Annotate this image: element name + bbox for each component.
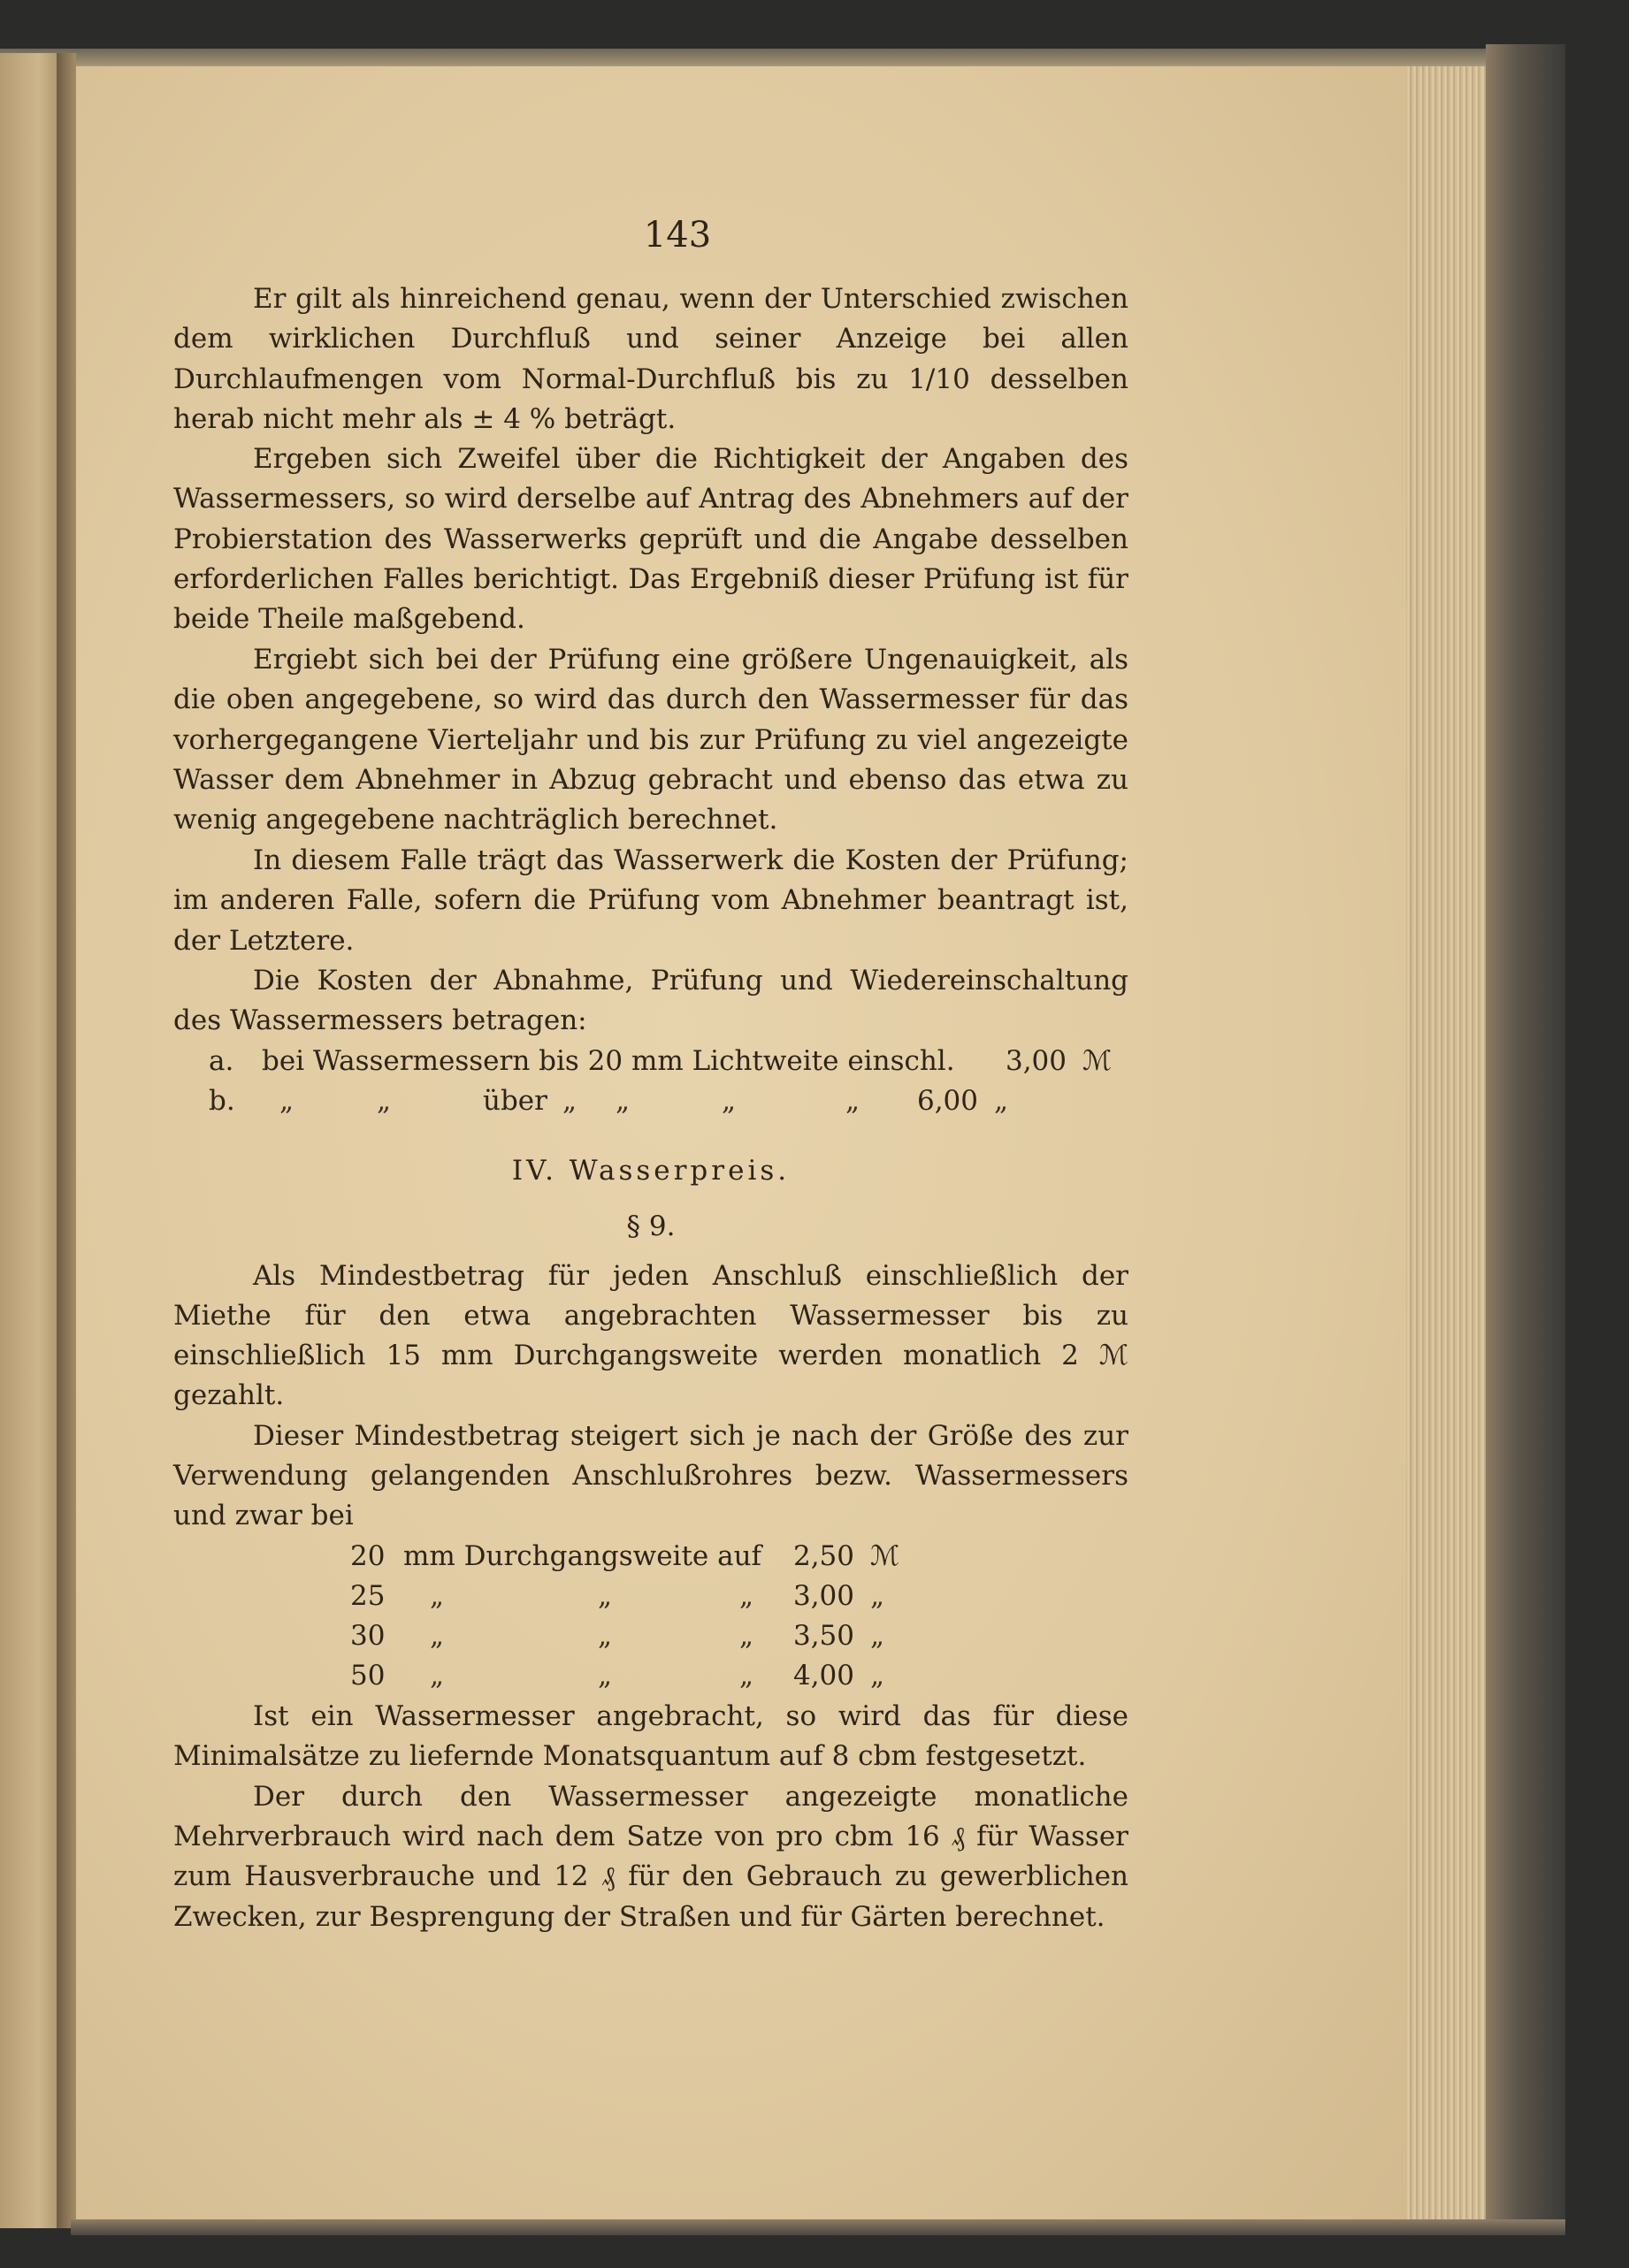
rate-price: 3,00	[792, 1579, 854, 1612]
rate-unit: „	[870, 1660, 885, 1692]
paragraph-minimum-amount: Als Mindestbetrag für jeden Anschluß einschließlich der Miethe für den etwa angebrachten Wassermesser bis zu einschließlich 15 mm Durchgangsweite werden monatlich 2 ℳ gezahlt.	[173, 1259, 1128, 1412]
rate-text: mm Durchgangsweite auf	[403, 1539, 762, 1572]
rate-mm: 20	[350, 1539, 386, 1572]
section-number: § 9.	[626, 1210, 676, 1242]
book-bottom-edge	[71, 2219, 1565, 2235]
rate-unit: „	[870, 1620, 885, 1653]
rate-price: 3,50	[792, 1620, 854, 1653]
paragraph-accuracy: Er gilt als hinreichend genau, wenn der Unterschied zwischen dem wirklichen Durchfluß und seiner Anzeige bei allen Durchlaufmengen vom Normal-Durchfluß bis zu 1/10 desselben herab nicht mehr als ± 4 % beträgt.	[173, 283, 1128, 435]
fee-row-a	[173, 1042, 1128, 1081]
spine-gutter	[57, 53, 76, 2228]
ditto-mark: „	[739, 1660, 754, 1692]
paragraph-costs-of-testing: In diesem Falle trägt das Wasserwerk die Kosten der Prüfung; im anderen Falle, sofern die Prüfung vom Abnehmer beantragt ist, der Letztere.	[173, 844, 1128, 957]
fee-word: über	[483, 1085, 547, 1118]
rate-mm: 30	[350, 1620, 386, 1653]
ditto-mark: „	[845, 1085, 860, 1118]
rate-unit: ℳ	[870, 1539, 900, 1572]
paragraph-excess-consumption: Der durch den Wassermesser angezeigte monatliche Mehrverbrauch wird nach dem Satze von pro cbm 16 ₰ für Wasser zum Hausverbrauche und 12 ₰ für den Gebrauch zu gewerblichen Zwecken, zur Besprengung der Straßen und für Gärten berechnet.	[173, 1780, 1128, 1933]
rate-mm: 50	[350, 1660, 386, 1692]
paragraph-doubts: Ergeben sich Zweifel über die Richtigkeit der Angaben des Wassermessers, so wird derselbe auf Antrag des Abnehmers auf der Probierstation des Wasserwerks geprüft und die Angabe desselben erforderlichen Falles berichtigt. Das Ergebniß dieser Prüfung ist für beide Theile maßgebend.	[173, 443, 1128, 636]
ditto-mark: „	[562, 1085, 577, 1118]
section-heading: IV. Wasserpreis.	[511, 1154, 791, 1187]
fee-text: bei Wassermessern bis 20 mm Lichtweite einschl.	[262, 1045, 955, 1077]
ditto-mark: „	[598, 1660, 613, 1692]
paragraph-minimum-increase: Dieser Mindestbetrag steigert sich je nach der Größe des zur Verwendung gelangenden Anschlußrohres bezw. Wassermessers und zwar bei	[173, 1419, 1128, 1532]
ditto-mark: „	[377, 1085, 392, 1118]
rate-row	[173, 1616, 1128, 1656]
ditto-mark: „	[430, 1620, 445, 1653]
fee-price: 3,00	[1005, 1045, 1067, 1077]
rate-price: 4,00	[792, 1660, 854, 1692]
rate-row	[173, 1656, 1128, 1696]
ditto-mark: „	[430, 1579, 445, 1612]
paragraph-fees-intro: Die Kosten der Abnahme, Prüfung und Wiedereinschaltung des Wassermessers betragen:	[173, 965, 1128, 1037]
ditto-mark: „	[279, 1085, 294, 1118]
fee-label: b.	[209, 1085, 235, 1118]
page-number: 143	[643, 215, 712, 256]
fee-unit: „	[994, 1085, 1009, 1118]
ditto-mark: „	[598, 1620, 613, 1653]
page-text-block	[173, 209, 1128, 1937]
ditto-mark: „	[616, 1085, 631, 1118]
rate-row	[173, 1537, 1128, 1577]
fee-row-b	[173, 1081, 1128, 1121]
ditto-mark: „	[598, 1579, 613, 1612]
paragraph-monthly-quantum: Ist ein Wassermesser angebracht, so wird das für diese Minimalsätze zu liefernde Monatsquantum auf 8 cbm festgesetzt.	[173, 1699, 1128, 1773]
paragraph-inaccuracy: Ergiebt sich bei der Prüfung eine größere Ungenauigkeit, als die oben angegebene, so wird das durch den Wassermesser für das vorhergegangene Vierteljahr und bis zur Prüfung zu viel angezeigte Wasser dem Abnehmer in Abzug gebracht und ebenso das etwa zu wenig angegebene nachträglich berechnet.	[173, 644, 1128, 836]
left-page-edge	[0, 53, 64, 2228]
fee-label: a.	[209, 1045, 234, 1077]
rate-unit: „	[870, 1579, 885, 1612]
ditto-mark: „	[739, 1620, 754, 1653]
fee-unit: ℳ	[1082, 1045, 1113, 1077]
fee-price: 6,00	[916, 1085, 978, 1118]
book-cover-board	[1486, 44, 1565, 2233]
ditto-mark: „	[722, 1085, 737, 1118]
page-stack-edges	[1406, 66, 1486, 2224]
ditto-mark: „	[430, 1660, 445, 1692]
rate-row	[173, 1577, 1128, 1616]
rate-mm: 25	[350, 1579, 386, 1612]
rate-price: 2,50	[792, 1539, 854, 1572]
ditto-mark: „	[739, 1579, 754, 1612]
